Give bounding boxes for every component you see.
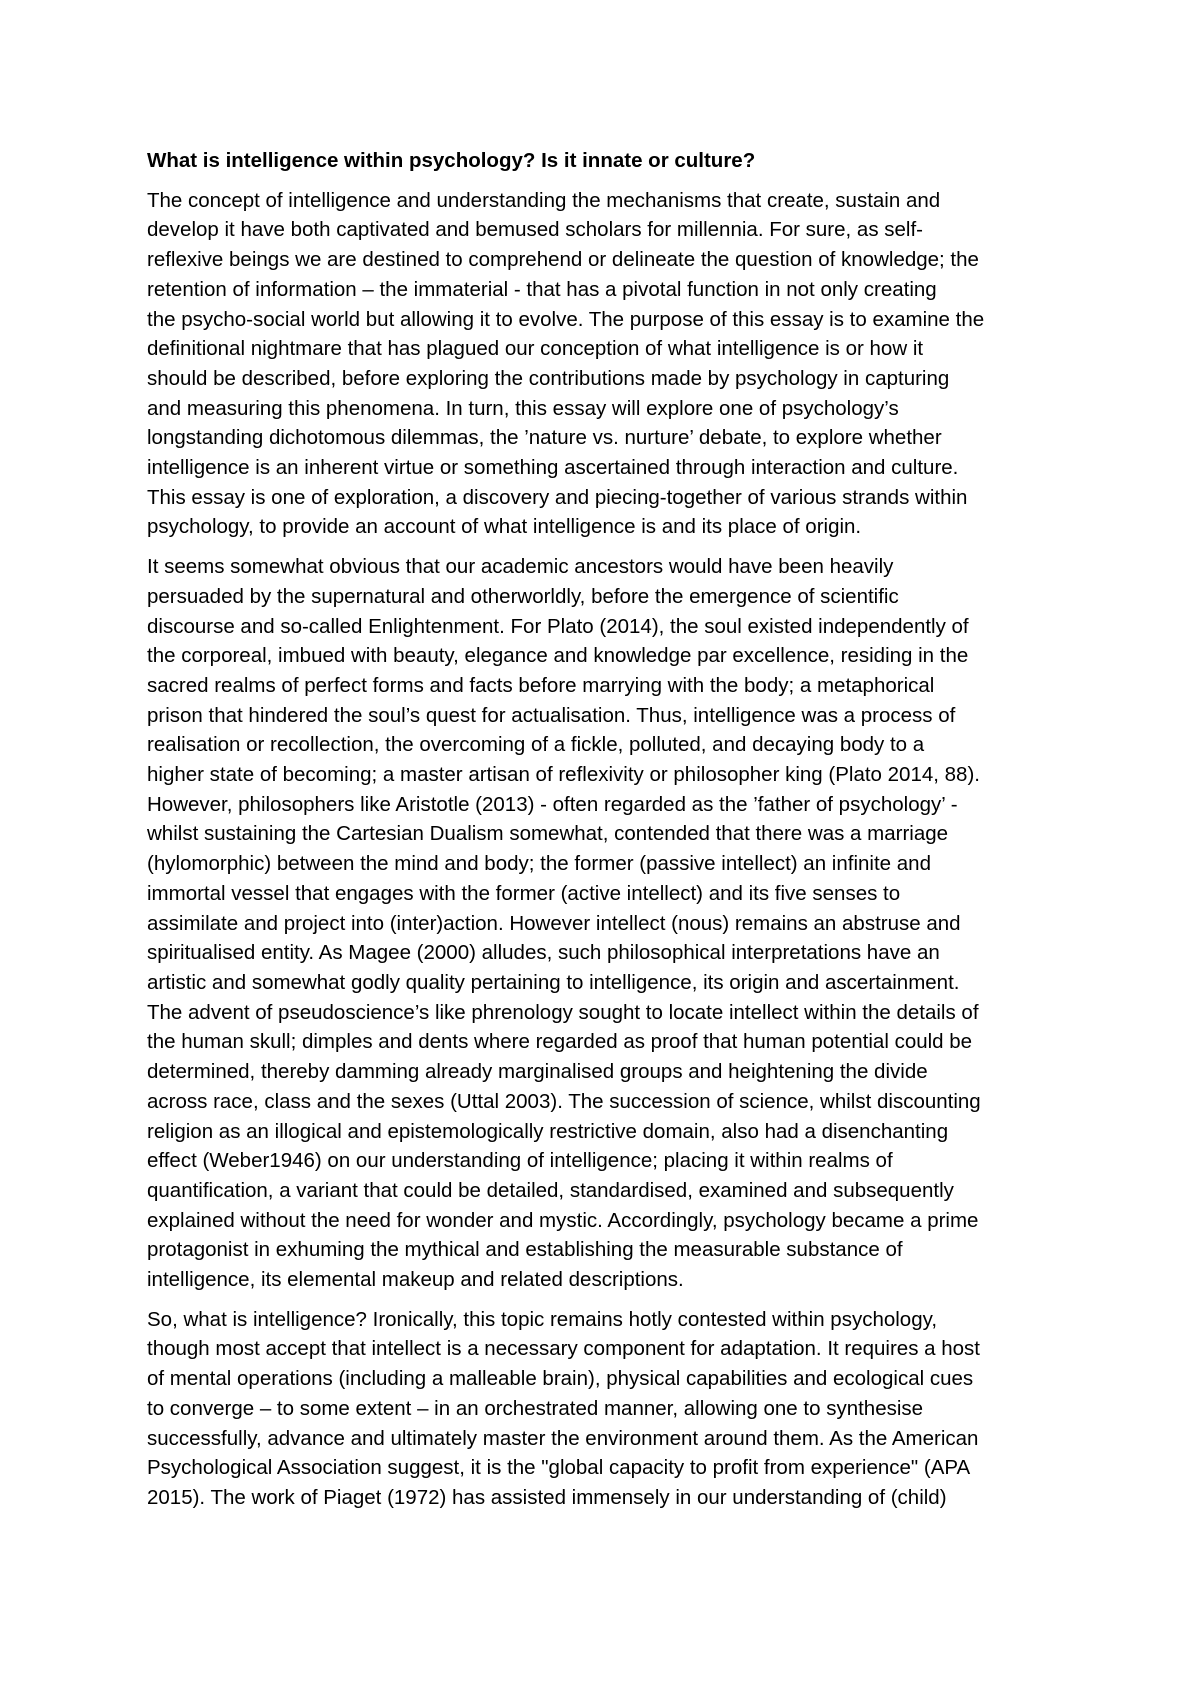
paragraph-line: retention of information – the immaterial - that has a pivotal function in not only creating (147, 277, 937, 301)
paragraph-line: and measuring this phenomena. In turn, this essay will explore one of psychology’s (147, 396, 899, 420)
paragraph-line: 2015). The work of Piaget (1972) has assisted immensely in our understanding of (child) (147, 1485, 947, 1509)
paragraph-line: intelligence is an inherent virtue or something ascertained through interaction and culture. (147, 456, 959, 480)
paragraph-line: successfully, advance and ultimately master the environment around them. As the American (147, 1426, 979, 1450)
paragraph-line: artistic and somewhat godly quality pertaining to intelligence, its origin and ascertainment. (147, 970, 960, 994)
paragraph-list (147, 186, 1067, 1513)
paragraph-line: This essay is one of exploration, a discovery and piecing-together of various strands within (147, 485, 968, 509)
paragraph-line: to converge – to some extent – in an orchestrated manner, allowing one to synthesise (147, 1396, 924, 1420)
paragraph-line: should be described, before exploring the contributions made by psychology in capturing (147, 366, 950, 390)
paragraph-line: prison that hindered the soul’s quest for actualisation. Thus, intelligence was a process of (147, 703, 956, 727)
paragraph-line: spiritualised entity. As Magee (2000) alludes, such philosophical interpretations have an (147, 941, 940, 965)
paragraph-line: reflexive beings we are destined to comprehend or delineate the question of knowledge; the (147, 248, 979, 272)
paragraph-line: definitional nightmare that has plagued our conception of what intelligence is or how it (147, 337, 924, 361)
paragraph-line: However, philosophers like Aristotle (2013) - often regarded as the ’father of psychology’ - (147, 792, 958, 816)
essay-body (147, 146, 1067, 1523)
paragraph-line: explained without the need for wonder and mystic. Accordingly, psychology became a prime (147, 1208, 979, 1232)
paragraph-line: the corporeal, imbued with beauty, elegance and knowledge par excellence, residing in the (147, 644, 969, 668)
paragraph-line: assimilate and project into (inter)action. However intellect (nous) remains an abstruse and (147, 911, 961, 935)
paragraph (147, 186, 1067, 542)
paragraph-line: sacred realms of perfect forms and facts before marrying with the body; a metaphorical (147, 673, 935, 697)
paragraph-line: protagonist in exhuming the mythical and establishing the measurable substance of (147, 1238, 903, 1262)
paragraph-line: quantification, a variant that could be detailed, standardised, examined and subsequently (147, 1178, 954, 1202)
paragraph-line: develop it have both captivated and bemused scholars for millennia. For sure, as self- (147, 218, 923, 242)
paragraph-line: The advent of pseudoscience’s like phrenology sought to locate intellect within the details of (147, 1000, 979, 1024)
essay-title: What is intelligence within psychology? Is it innate or culture? (147, 149, 756, 172)
paragraph (147, 1305, 1067, 1513)
paragraph-line: whilst sustaining the Cartesian Dualism somewhat, contended that there was a marriage (147, 822, 949, 846)
paragraph-line: persuaded by the supernatural and otherworldly, before the emergence of scientific (147, 584, 899, 608)
paragraph-line: immortal vessel that engages with the former (active intellect) and its five senses to (147, 881, 901, 905)
paragraph-line: across race, class and the sexes (Uttal 2003). The succession of science, whilst discounting (147, 1089, 981, 1113)
paragraph-line: the human skull; dimples and dents where regarded as proof that human potential could be (147, 1030, 973, 1054)
paragraph-line: So, what is intelligence? Ironically, this topic remains hotly contested within psychology, (147, 1307, 938, 1331)
paragraph-line: determined, thereby damming already marginalised groups and heightening the divide (147, 1060, 928, 1084)
paragraph-line: effect (Weber1946) on our understanding of intelligence; placing it within realms of (147, 1149, 893, 1173)
paragraph-line: longstanding dichotomous dilemmas, the ’nature vs. nurture’ debate, to explore whether (147, 426, 942, 450)
paragraph-line: Psychological Association suggest, it is the "global capacity to profit from experience" (APA (147, 1456, 971, 1480)
paragraph-line: higher state of becoming; a master artisan of reflexivity or philosopher king (Plato 2014, 88). (147, 763, 980, 787)
paragraph (147, 552, 1067, 1295)
paragraph-line: realisation or recollection, the overcoming of a fickle, polluted, and decaying body to a (147, 733, 925, 757)
paragraph-line: the psycho-social world but allowing it to evolve. The purpose of this essay is to examine the (147, 307, 985, 331)
paragraph-line: religion as an illogical and epistemologically restrictive domain, also had a disenchanting (147, 1119, 949, 1143)
paragraph-line: psychology, to provide an account of what intelligence is and its place of origin. (147, 515, 862, 539)
paragraph-line: (hylomorphic) between the mind and body; the former (passive intellect) an infinite and (147, 852, 931, 876)
paragraph-line: intelligence, its elemental makeup and related descriptions. (147, 1268, 684, 1292)
paragraph-line: discourse and so-called Enlightenment. For Plato (2014), the soul existed independently of (147, 614, 969, 638)
paragraph-line: The concept of intelligence and understanding the mechanisms that create, sustain and (147, 188, 941, 212)
paragraph-line: though most accept that intellect is a necessary component for adaptation. It requires a host (147, 1337, 981, 1361)
paragraph-line: It seems somewhat obvious that our academic ancestors would have been heavily (147, 555, 894, 579)
paragraph-line: of mental operations (including a malleable brain), physical capabilities and ecological cues (147, 1367, 974, 1391)
